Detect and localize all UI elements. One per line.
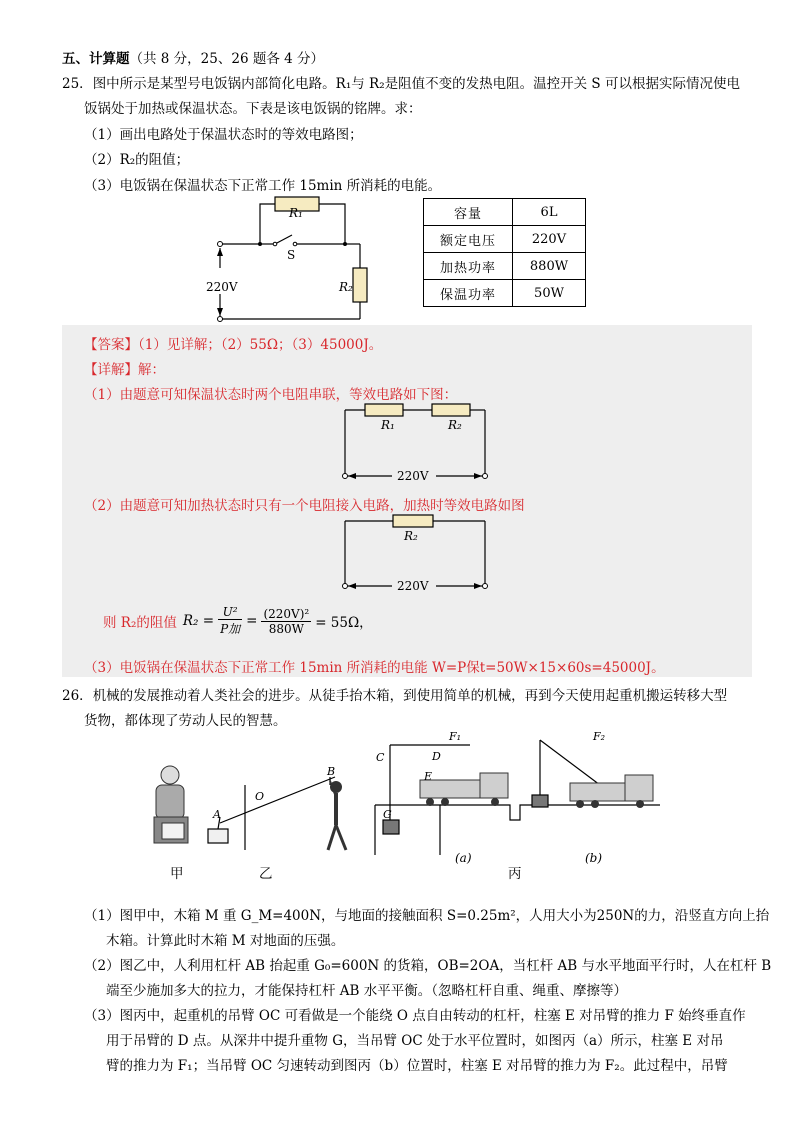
fig1-r1-label: R₁ xyxy=(381,418,395,432)
explain-tag: 【详解】 xyxy=(84,362,138,378)
point-E: E xyxy=(424,770,433,783)
point-C: C xyxy=(376,751,385,764)
q25-part3: （3）电饭锅在保温状态下正常工作 15min 所消耗的电能。 xyxy=(84,178,442,194)
fig-label-jia: 甲 xyxy=(170,866,184,882)
explain-2: （2）由题意可知加热状态时只有一个电阻接入电路，加热时等效电路如图 xyxy=(84,498,525,514)
q26-stem-line1: 26．机械的发展推动着人类社会的进步。从徒手抬木箱，到使用简单的机械，再到今天使用起重机搬运转移大型 xyxy=(62,688,728,704)
q25-part2: （2）R₂的阻值； xyxy=(84,152,190,168)
r2-label: R₂ xyxy=(339,280,353,294)
table-row: 保温功率 50W xyxy=(424,280,586,307)
answer-tag: 【答案】 xyxy=(84,337,138,353)
r2-formula: 则 R₂的阻值 R₂ = $\frac{\text{U²}}{\text{P加}}$ = $\frac{\text{(220V)²}}{880W}$ = 55Ω， xyxy=(103,605,373,636)
point-D: D xyxy=(432,750,441,763)
q26-p2-line1: （2）图乙中，人利用杠杆 AB 抬起重 G₀=600N 的货箱，OB=2OA，当杠杆 AB 与水平地面平行时，人在杠杆 B xyxy=(84,958,772,974)
table-row: 加热功率 880W xyxy=(424,253,586,280)
q25-stem-line1: 25．图中所示是某型号电饭锅内部简化电路。R₁与 R₂是阻值不变的发热电阻。温控开关 S 可以根据实际情况使电 xyxy=(62,76,740,92)
fig-label-a: (a) xyxy=(455,851,472,865)
r1-label: R₁ xyxy=(289,206,303,220)
q26-p1-line1: （1）图甲中，木箱 M 重 G_M=400N，与地面的接触面积 S=0.25m²，人用大小为250N的力，沿竖直方向上抬 xyxy=(84,908,770,924)
q26-figure xyxy=(140,725,660,875)
nameplate-table xyxy=(423,198,586,307)
table-row: 额定电压 220V xyxy=(424,226,586,253)
q25-part1: （1）画出电路处于保温状态时的等效电路图； xyxy=(84,127,363,143)
q26-number: 26． xyxy=(62,688,93,704)
point-B: B xyxy=(327,765,336,778)
q26-p3-line3: 臂的推力为 F₁；当吊臂 OC 匀速转动到图丙（b）位置时，柱塞 E 对吊臂的推力为 F₂。此过程中，吊臂 xyxy=(106,1058,728,1074)
section-title: 五、计算题（共 8 分，25、26 题各 4 分） xyxy=(62,51,324,67)
switch-label: S xyxy=(287,248,296,262)
q26-p3-line1: （3）图丙中，起重机的吊臂 OC 可看做是一个能绕 O 点自由转动的杠杆，柱塞 E 对吊臂的推力 F 始终垂直作 xyxy=(84,1008,746,1024)
force-F1: F₁ xyxy=(449,730,462,743)
voltage-label: 220V xyxy=(206,280,238,294)
q25-number: 25． xyxy=(62,76,93,92)
point-O: O xyxy=(255,790,265,803)
explain-line: 【详解】解： xyxy=(84,362,165,378)
force-F2: F₂ xyxy=(593,730,606,743)
person-pulling-lever-illustration xyxy=(328,781,346,850)
q26-p3-line2: 用于吊臂的 D 点。从深井中提升重物 G，当吊臂 OC 处于水平位置时，如图丙（a）所示，柱塞 E 对吊 xyxy=(106,1033,724,1049)
fig2-r2-label: R₂ xyxy=(404,529,418,543)
table-row: 容量 6L xyxy=(424,199,586,226)
fig-label-bing: 丙 xyxy=(508,866,522,882)
answer-line: 【答案】（1）见详解；（2）55Ω；（3）45000J。 xyxy=(84,337,383,353)
explain-1: （1）由题意可知保温状态时两个电阻串联，等效电路如下图： xyxy=(84,387,458,403)
person-lifting-box-illustration xyxy=(154,766,188,843)
point-G: G xyxy=(383,808,392,821)
explain-3: （3）电饭锅在保温状态下正常工作 15min 所消耗的电能 W=P保t=50W×15×60s=45000J。 xyxy=(84,660,665,676)
fig1-voltage-label: 220V xyxy=(397,469,429,483)
fig2-voltage-label: 220V xyxy=(397,579,429,593)
q26-stem-line2: 货物，都体现了劳动人民的智慧。 xyxy=(84,713,287,729)
q25-stem-line2: 饭锅处于加热或保温状态。下表是该电饭锅的铭牌。求： xyxy=(84,101,422,117)
q26-p1-line2: 木箱。计算此时木箱 M 对地面的压强。 xyxy=(106,933,345,949)
fig1-r2-label: R₂ xyxy=(448,418,462,432)
point-A: A xyxy=(213,808,221,821)
fig-label-yi: 乙 xyxy=(259,866,273,882)
q26-p2-line2: 端至少施加多大的拉力，才能保持杠杆 AB 水平平衡。（忽略杠杆自重、绳重、摩擦等） xyxy=(106,983,628,999)
fig-label-b: (b) xyxy=(585,851,603,865)
